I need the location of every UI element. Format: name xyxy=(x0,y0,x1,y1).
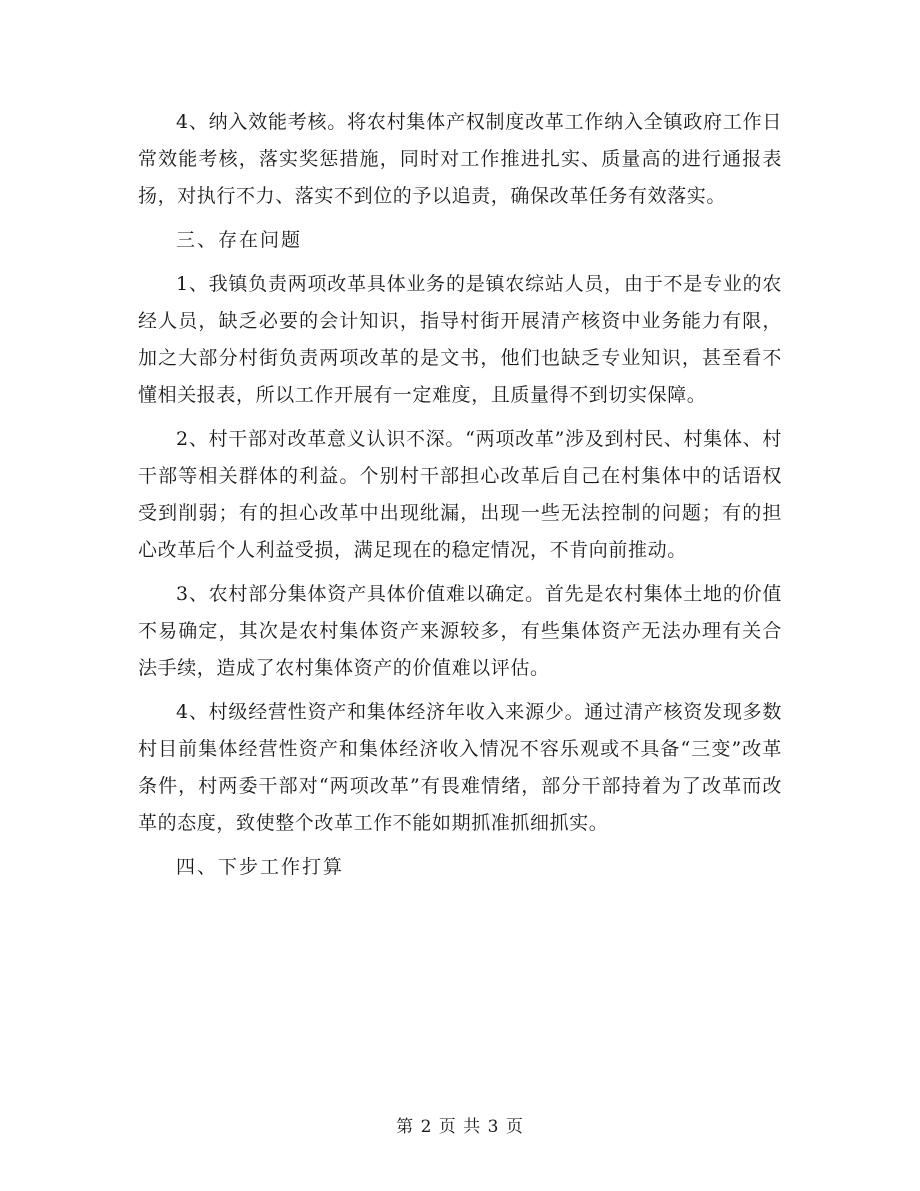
page-number-footer: 第 2 页 共 3 页 xyxy=(396,1117,524,1137)
paragraph-efficiency-assessment: 4、纳入效能考核。将农村集体产权制度改革工作纳入全镇政府工作日常效能考核，落实奖惩措施，同时对工作推进扎实、质量高的进行通报表扬，对执行不力、落实不到位的予以追责，确保改革任务有效落实。 xyxy=(138,111,782,207)
paragraph-problem-4: 4、村级经营性资产和集体经济年收入来源少。通过清产核资发现多数村目前集体经营性资产和集体经济收入情况不容乐观或不具备“三变”改革条件，村两委干部对“两项改革”有畏难情绪，部分干部持着为了改革而改革的态度，致使整个改革工作不能如期抓准抓细抓实。 xyxy=(138,701,782,834)
section-heading-next-steps: 四、下步工作打算 xyxy=(176,856,345,878)
document-body xyxy=(138,104,782,893)
paragraph-problem-2: 2、村干部对改革意义认识不深。“两项改革”涉及到村民、村集体、村干部等相关群体的利益。个别村干部担心改革后自己在村集体中的话语权受到削弱；有的担心改革中出现纰漏，出现一些无法控制的问题；有的担心改革后个人利益受损，满足现在的稳定情况，不肯向前推动。 xyxy=(138,428,782,561)
paragraph-problem-1: 1、我镇负责两项改革具体业务的是镇农综站人员，由于不是专业的农经人员，缺乏必要的会计知识，指导村街开展清产核资中业务能力有限，加之大部分村街负责两项改革的是文书，他们也缺乏专业知识，甚至看不懂相关报表，所以工作开展有一定难度，且质量得不到切实保障。 xyxy=(138,273,782,406)
paragraph-problem-3: 3、农村部分集体资产具体价值难以确定。首先是农村集体土地的价值不易确定，其次是农村集体资产来源较多，有些集体资产无法办理有关合法手续，造成了农村集体资产的价值难以评估。 xyxy=(138,583,782,679)
section-heading-problems: 三、存在问题 xyxy=(176,229,303,251)
